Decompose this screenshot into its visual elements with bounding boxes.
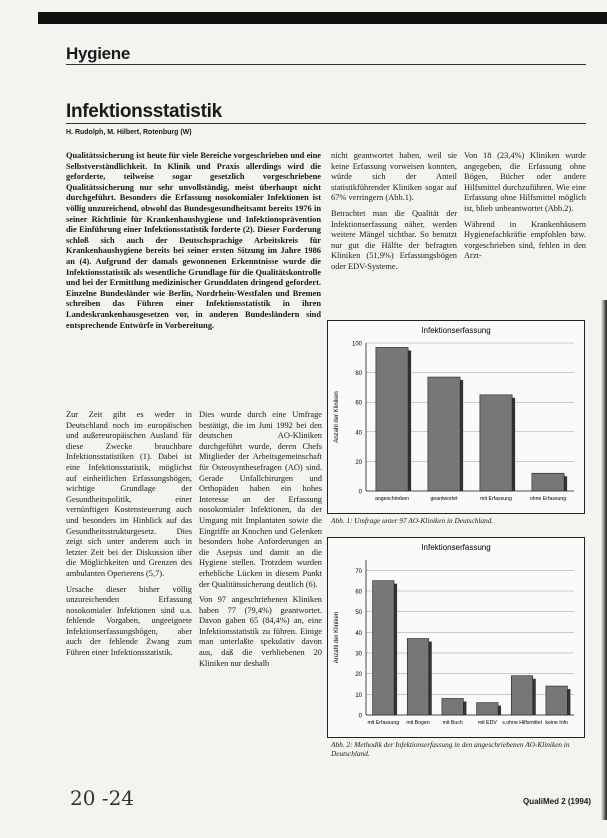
y-tick-label: 10 [355, 692, 362, 699]
paragraph: Dies wurde durch eine Umfrage bestätigt, die im Juni 1992 bei den deutschen AO-Kliniken durchgeführt wurde, deren Chefs Mitglieder der Arbeitsgemeinschaft für Osteosynthesefragen (AO) sind. Gerade Unfallchirurgen und Orthopäden haben ein hohes Interesse an der Erfassung nosokomialer Infektionen, da der Umgang mit Implantaten sowie die Eingriffe an Knochen und Gelenken besonders hohe Anforderungen an die Asepsis und damit an die Hygiene stellen. Trotzdem wurden erhebliche Lücken in diesem Punkt der Qualitätssicherung deutlich (6). [199, 410, 322, 589]
y-tick-label: 20 [355, 459, 362, 466]
section-rule [66, 64, 586, 65]
y-tick-label: 80 [355, 371, 362, 378]
y-tick-label: 40 [355, 430, 362, 437]
paragraph: Von 97 angeschriebenen Kliniken haben 77 (79,4%) geantwortet. Davon gaben 65 (84,4%) an, eine Infektionsstatistik zu führen. Einige man unterlaßte spekulativ davon aus, daß die verbliebenen 20 Kliniken nur deshalb [199, 595, 322, 668]
figure-2-caption: Abb. 2: Methodik der Infektionserfassung in den angeschriebenen AO-Kliniken in Deutschland. [331, 740, 570, 758]
title-rule [66, 123, 586, 124]
section-heading: Hygiene [66, 44, 131, 63]
x-tick-label: mit Erfassung [480, 496, 512, 502]
bar [477, 703, 498, 715]
y-tick-label: 70 [355, 568, 362, 575]
chart-2 [328, 538, 584, 737]
x-tick-label: angeschrieben [374, 496, 410, 502]
bar [442, 698, 463, 715]
x-tick-label: keine Info [545, 720, 568, 726]
y-axis-label: Anzahl der Kliniken [334, 611, 340, 664]
bar [480, 395, 512, 491]
x-tick-label: mit Bogen [406, 720, 430, 726]
x-tick-label: geantwortet [430, 496, 458, 502]
bar [407, 639, 428, 715]
figure-1-caption: Abb. 1: Umfrage unter 97 AO-Kliniken in Deutschland. [331, 516, 494, 525]
column-1 [66, 410, 192, 664]
figure-2 [327, 537, 585, 738]
y-tick-label: 0 [358, 489, 362, 496]
paragraph: Betrachtet man die Qualität der Infektionserfassung näher, werden weitere Mängel sichtbar. So benutzt nur gut die Hälfte der befragten Kliniken (51,9%) Erfassungsbögen oder EDV-Systeme. [331, 208, 457, 271]
bar [532, 473, 564, 491]
y-axis-label: Anzahl der Kliniken [334, 391, 340, 443]
bar [376, 347, 408, 491]
y-tick-label: 50 [355, 610, 362, 617]
paragraph: Ursache dieser bisher völlig unzureichenden Erfassung nosokomialer Infektionen sind u.a. fehlende Vorgaben, ungeeignete Infektionserfassungsbögen, aber auch der fehlende Zwang zum Führen einer Infektionsstatistik. [66, 584, 192, 658]
scan-edge-shadow [601, 300, 607, 820]
y-tick-label: 0 [358, 713, 362, 720]
figure-1 [327, 320, 585, 514]
column-3 [331, 151, 457, 278]
article-authors: H. Rudolph, M. Hilbert, Rotenburg (W) [66, 129, 192, 136]
y-tick-label: 100 [351, 341, 362, 348]
y-tick-label: 40 [355, 630, 362, 637]
y-tick-label: 30 [355, 651, 362, 658]
bar [373, 581, 394, 715]
abstract: Qualitätssicherung ist heute für viele Bereiche vorgeschrieben und eine Selbstverständlichkeit. In Klinik und Praxis allerdings wird die geforderte, teilweise sogar gesetzlich vorgeschriebene Qualitätssicherung nur sehr unvollständig, meist überhaupt nicht durchgeführt. Besonders die Erfassung nosokomialer Infektionen ist völlig unzureichend, obwohl das Bundesgesundheitsamt bereits 1976 in seiner Richtlinie für Krankenhaushygiene und Infektionsprävention die Einführung einer Infektionsstatistik forderte (2). Dieser Forderung schloß sich auch der Deutschsprachige Arbeitskreis für Krankenhaushygiene bereits bei seiner ersten Sitzung im Jahre 1986 an (4). Aufgrund der damals gewonnenen Erkenntnisse wurde die Infektionsstatistik als wesentliche Grundlage für die Qualitätskontrolle und bei der Ermittlung medizinischer Grunddaten dringend gefordert. Einzelne Bundesländer wie Berlin, Nordrhein-Westfalen und Bremen schreiben das Führen einer Infektionsstatistik in ihren Landeskrankenhausgesetzen vor, in anderen Bundesländern sind entsprechende Entwürfe in Vorbereitung. [66, 151, 321, 330]
chart-title: Infektionserfassung [421, 543, 491, 552]
bar [546, 686, 567, 715]
paragraph: Während in Krankenhäusern Hygienefachkräfte empfohlen bzw. vorgeschrieben sind, fehlen in den Arzt- [464, 219, 586, 261]
chart-title: Infektionserfassung [421, 326, 491, 335]
paragraph: Von 18 (23,4%) Kliniken wurde angegeben, die Erfassung ohne Bögen, Bücher oder andere Hilfsmittel durchzuführen. Wie eine Erfassung ohne Hilfsmittel möglich ist, blieb unbeantwortet (Abb.2). [464, 151, 586, 213]
x-tick-label: mit Erfassung [367, 720, 400, 726]
x-tick-label: s.ohne Hilfsmittel [502, 720, 542, 726]
y-tick-label: 60 [355, 400, 362, 407]
article-title: Infektionsstatistik [66, 101, 222, 122]
chart-1 [328, 321, 584, 513]
y-tick-label: 20 [355, 672, 362, 679]
journal-footer: QualiMed 2 (1994) [522, 797, 591, 806]
paragraph: nicht geantwortet haben, weil sie keine Erfassung vorweisen konnten, würde sich der Anteil statistikführender Kliniken sogar auf 67% verringern (Abb.1). [331, 151, 457, 203]
column-4 [464, 151, 586, 267]
column-2 [199, 410, 322, 674]
header-bar [38, 12, 607, 24]
x-tick-label: mit Buch [442, 720, 463, 726]
handwritten-page-number: 20 -24 [70, 786, 135, 810]
x-tick-label: ohne Erfassung [529, 496, 567, 502]
x-tick-label: mit EDV [477, 720, 497, 726]
paragraph: Zur Zeit gibt es weder in Deutschland noch im europäischen und außereuropäischen Ausland für diese Zwecke brauchbare Infektionsstatistiken (1). Dabei ist eine Infektionsstatistik, möglichst auf einheitlichen Erfassungsbögen, wichtige Grundlage der Gesundheitspolitik, einer vernünftigen Kostensteuerung auch und besonders im Hinblick auf das Gesundheitsstrukturgesetz. Dies zeigt sich unter anderem auch in letzter Zeit bei der Diskussion über die Möglichkeiten und Grenzen des ambulanten Operierens (5,7). [66, 410, 192, 578]
bar [511, 676, 532, 715]
bar [428, 377, 460, 491]
y-tick-label: 60 [355, 589, 362, 596]
